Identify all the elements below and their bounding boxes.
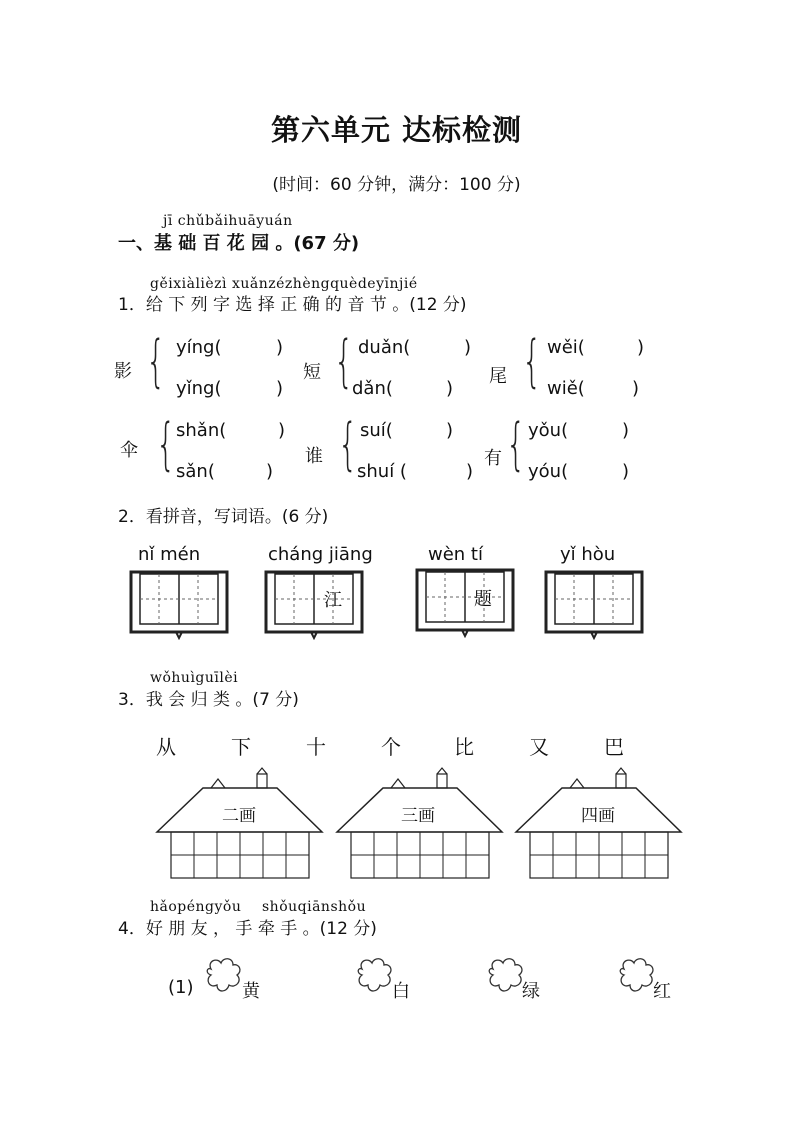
- q1-answer-paren[interactable]: ): [622, 420, 630, 441]
- q4-title: 4．好 朋 友 ， 手 牵 手 。(12 分): [118, 919, 377, 939]
- q1-answer-paren[interactable]: ): [276, 337, 284, 358]
- q4-pinyin: hǎopéngyǒu: [150, 899, 242, 915]
- q1-char: 短: [303, 362, 321, 383]
- brace-icon: {: [146, 329, 166, 394]
- flower-char: 白: [392, 981, 410, 1002]
- q3-char: 个: [381, 735, 401, 759]
- q2-word-pinyin: cháng jiāng: [268, 544, 373, 565]
- q1-answer-paren[interactable]: ): [276, 378, 284, 399]
- q1-answer-paren[interactable]: ): [464, 337, 472, 358]
- q1-answer-paren[interactable]: ): [632, 378, 640, 399]
- q1-answer-paren[interactable]: ): [266, 461, 274, 482]
- brace-icon: {: [522, 329, 542, 394]
- section-title: 一、基 础 百 花 园 。(67 分): [118, 233, 360, 254]
- q3-title: 3．我 会 归 类 。(7 分): [118, 690, 299, 710]
- brace-icon: {: [506, 412, 526, 477]
- q1-answer-paren[interactable]: ): [637, 337, 645, 358]
- flower-char: 绿: [522, 981, 540, 1002]
- q1-answer-paren[interactable]: ): [446, 420, 454, 441]
- q2-word-pinyin: yǐ hòu: [560, 544, 616, 565]
- q2-hint-char: 题: [474, 589, 492, 610]
- q4-sub-label: (1): [168, 977, 194, 998]
- flower-char: 红: [653, 981, 671, 1002]
- q1-option: wěi(: [547, 337, 585, 358]
- q4-pinyin: shǒuqiānshǒu: [262, 899, 367, 915]
- brace-icon: {: [156, 412, 176, 477]
- q1-char: 伞: [120, 440, 138, 461]
- q1-char: 影: [114, 361, 132, 382]
- house-label: 三画: [401, 806, 435, 826]
- q1-answer-paren[interactable]: ): [446, 378, 454, 399]
- q1-option: suí(: [360, 420, 393, 441]
- q1-option: duǎn(: [358, 337, 411, 358]
- flower-char: 黄: [242, 981, 260, 1002]
- house-label: 二画: [222, 806, 256, 826]
- q2-title: 2．看拼音，写词语。(6 分): [118, 507, 329, 527]
- q3-char: 又: [529, 735, 549, 759]
- q2-hint-char: 江: [324, 590, 342, 611]
- q3-char: 比: [454, 735, 474, 759]
- house-label: 四画: [581, 806, 615, 826]
- q1-char: 谁: [305, 446, 323, 467]
- q1-option: wiě(: [547, 378, 585, 399]
- writing-book-icon[interactable]: [126, 568, 232, 640]
- writing-book-icon[interactable]: [541, 568, 647, 640]
- q1-answer-paren[interactable]: ): [278, 420, 286, 441]
- q3-char: 从: [156, 735, 176, 759]
- q3-char: 巴: [604, 735, 624, 759]
- q2-word-pinyin: wèn tí: [428, 544, 483, 565]
- brace-icon: {: [334, 329, 354, 394]
- q1-option: dǎn(: [352, 378, 393, 399]
- q1-option: yóu(: [528, 461, 569, 482]
- exam-info: (时间：60 分钟，满分：100 分): [272, 175, 521, 195]
- q1-char: 尾: [489, 366, 507, 387]
- q1-pinyin: gěixiàlièzì xuǎnzézhèngquèdeyīnjié: [150, 276, 418, 292]
- q1-char: 有: [484, 448, 502, 469]
- brace-icon: {: [338, 412, 358, 477]
- q3-pinyin: wǒhuìguīlèi: [150, 670, 239, 686]
- section-pinyin: jī chǔbǎihuāyuán: [163, 213, 293, 229]
- q1-answer-paren[interactable]: ): [622, 461, 630, 482]
- q1-option: shuí (: [357, 461, 407, 482]
- q1-option: sǎn(: [176, 461, 215, 482]
- q1-option: yǒu(: [528, 420, 569, 441]
- writing-book-icon[interactable]: [261, 568, 367, 640]
- q2-word-pinyin: nǐ mén: [138, 544, 201, 565]
- q3-char: 十: [306, 735, 326, 759]
- q1-option: yǐng(: [176, 378, 222, 399]
- q3-char: 下: [231, 735, 251, 759]
- q1-option: yíng(: [176, 337, 222, 358]
- writing-book-icon[interactable]: [412, 566, 518, 638]
- q1-answer-paren[interactable]: ): [466, 461, 474, 482]
- page-title: 第六单元 达标检测: [270, 113, 523, 147]
- q1-title: 1．给 下 列 字 选 择 正 确 的 音 节 。(12 分): [118, 295, 467, 315]
- flower-icon: [203, 955, 247, 997]
- q1-option: shǎn(: [176, 420, 227, 441]
